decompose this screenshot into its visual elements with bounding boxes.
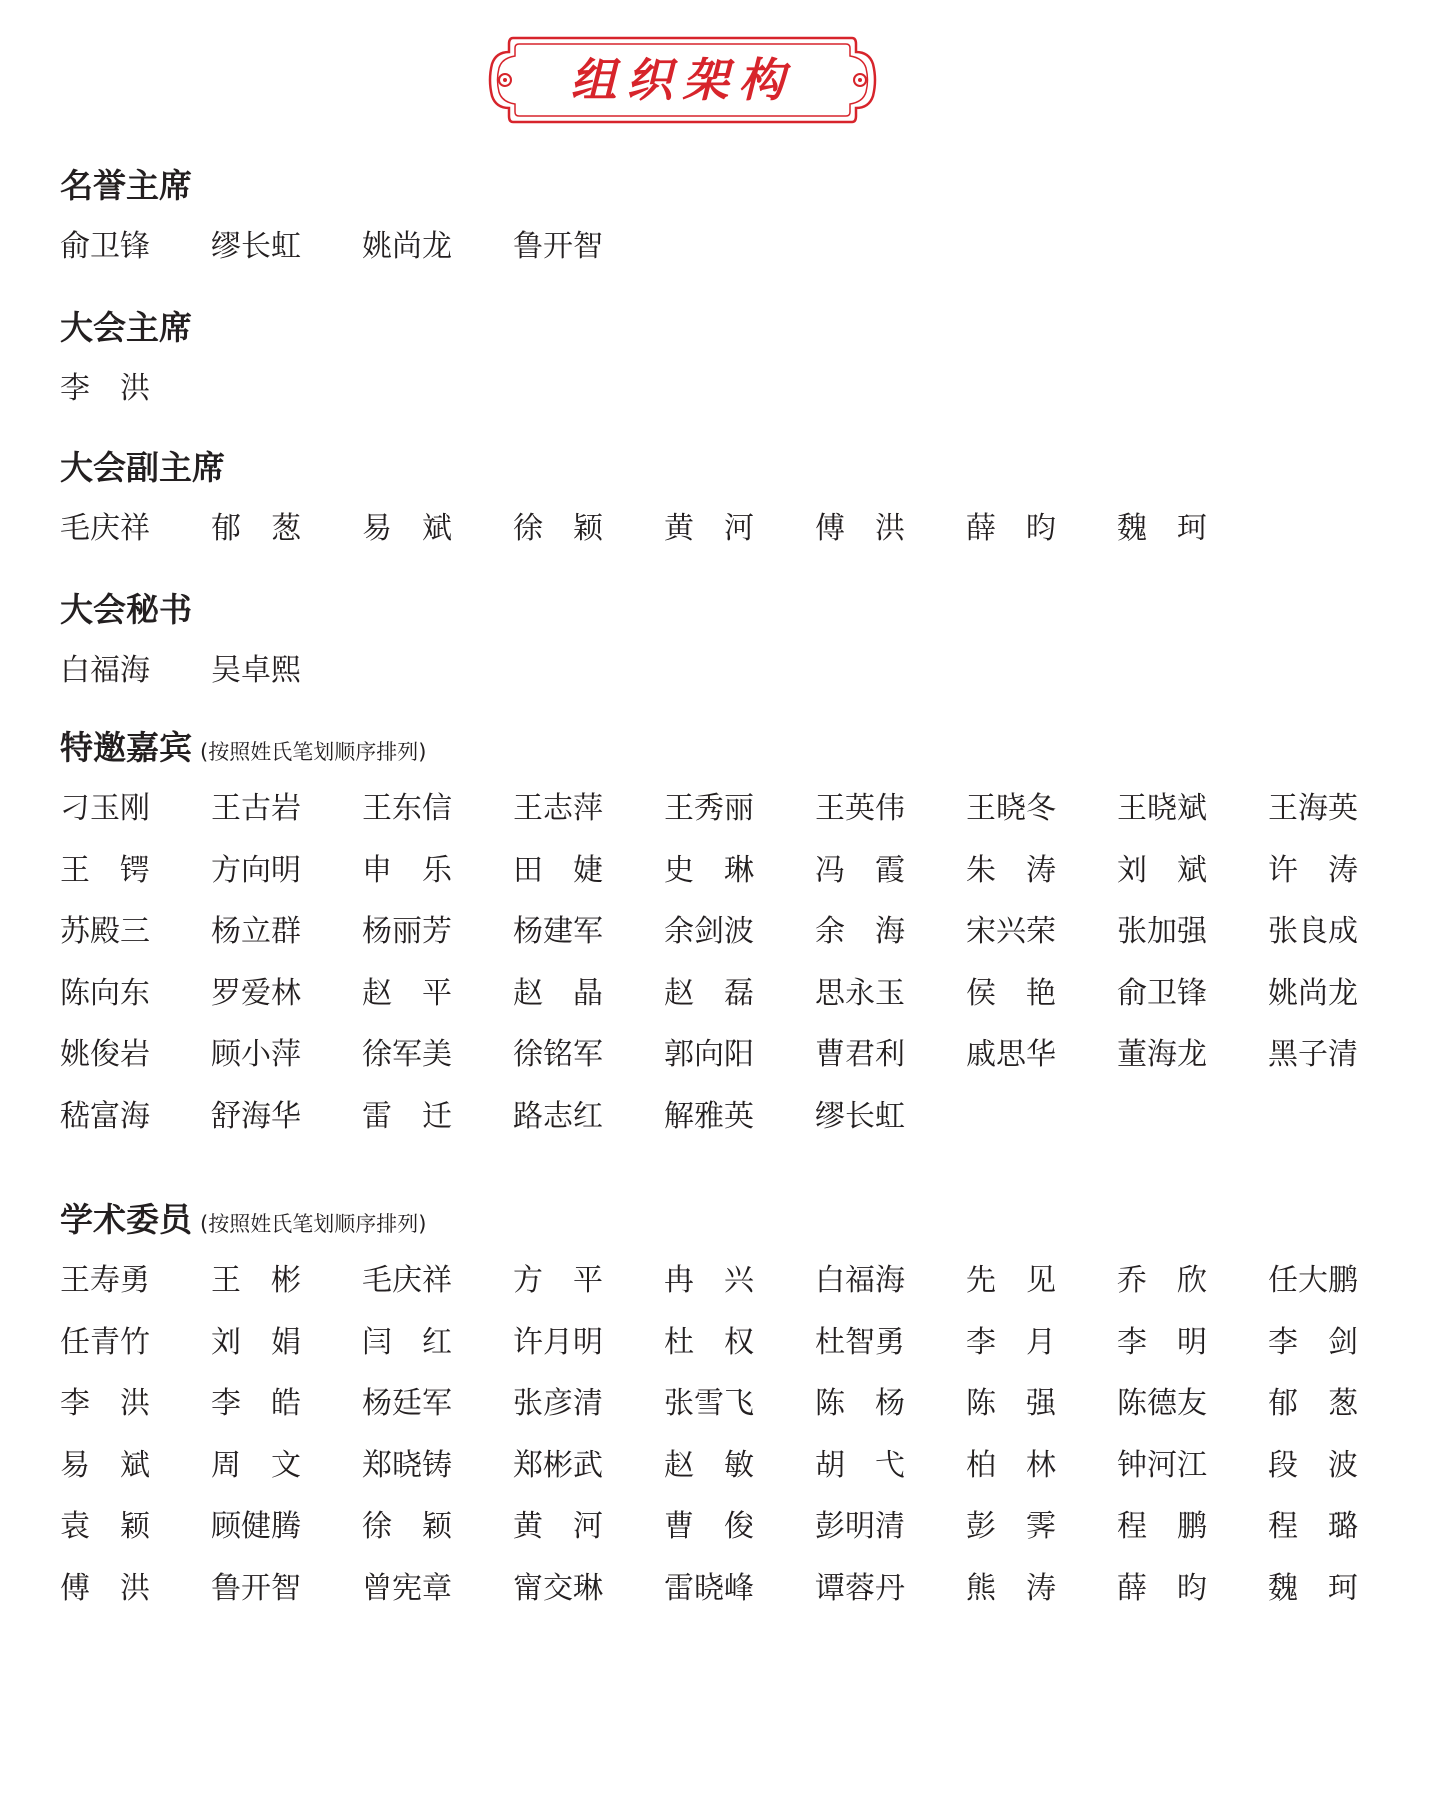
name-entry: 乔 欣: [1117, 1263, 1207, 1298]
name-entry: 刁玉刚: [60, 791, 150, 826]
title-banner: [485, 34, 880, 126]
name-entry: 杨立群: [211, 914, 301, 949]
name-entry: 路志红: [513, 1098, 603, 1134]
section-academic-committee: [60, 1200, 1380, 1629]
section-heading-text: 大会秘书: [60, 590, 192, 629]
name-entry: 思永玉: [815, 975, 905, 1011]
name-entry: 谭蓉丹: [815, 1570, 905, 1606]
section-heading: [60, 166, 1380, 206]
name-entry: 王古岩: [211, 791, 301, 826]
name-entry: 易 斌: [362, 511, 452, 546]
name-entry: 雷晓峰: [664, 1570, 754, 1606]
name-entry: 侯 艳: [966, 975, 1056, 1011]
name-entry: 徐铭军: [513, 1037, 603, 1072]
name-entry: 刘 斌: [1117, 852, 1207, 888]
section-secretaries: [60, 590, 1380, 712]
name-entry: 杨建军: [513, 914, 603, 949]
name-entry: 熊 涛: [966, 1570, 1056, 1606]
name-entry: 冯 霞: [815, 852, 905, 888]
name-entry: 陈德友: [1117, 1386, 1207, 1421]
name-entry: 曾宪章: [362, 1570, 452, 1606]
name-entry: 傅 洪: [60, 1570, 150, 1606]
section-heading-text: 大会主席: [60, 308, 192, 347]
name-entry: 顾小萍: [211, 1037, 301, 1072]
name-entry: 赵 晶: [513, 975, 603, 1011]
name-entry: 俞卫锋: [60, 229, 150, 264]
section-heading: [60, 448, 1380, 488]
name-entry: 王东信: [362, 791, 452, 826]
name-entry: 冉 兴: [664, 1263, 754, 1298]
name-entry: 周 文: [211, 1447, 301, 1483]
name-grid: [60, 650, 1380, 712]
name-entry: 徐军美: [362, 1037, 452, 1072]
name-entry: 田 婕: [513, 852, 603, 888]
name-entry: 杜 权: [664, 1324, 754, 1360]
name-entry: 鲁开智: [513, 229, 603, 264]
name-entry: 顾健腾: [211, 1509, 301, 1544]
name-entry: 薛 昀: [966, 511, 1056, 546]
name-entry: 陈 强: [966, 1386, 1056, 1421]
name-grid: [60, 1260, 1380, 1629]
name-entry: 任大鹏: [1268, 1263, 1358, 1298]
name-entry: 李 剑: [1268, 1324, 1358, 1360]
section-conference-chair: [60, 308, 1380, 430]
name-entry: 郁 葱: [1268, 1386, 1358, 1421]
name-entry: 陈 杨: [815, 1386, 905, 1421]
name-entry: 姚尚龙: [1268, 975, 1358, 1011]
name-entry: 李 洪: [60, 371, 150, 406]
name-entry: 王志萍: [513, 791, 603, 826]
name-entry: 方 平: [513, 1263, 603, 1298]
name-entry: 张彦清: [513, 1386, 603, 1421]
name-entry: 缪长虹: [211, 229, 301, 264]
name-entry: 程 璐: [1268, 1509, 1358, 1544]
name-entry: 钟河江: [1117, 1447, 1207, 1483]
section-note: (按照姓氏笔划顺序排列): [200, 740, 427, 764]
name-entry: 袁 颖: [60, 1509, 150, 1544]
name-entry: 薛 昀: [1117, 1570, 1207, 1606]
name-entry: 徐 颖: [513, 511, 603, 546]
name-entry: 毛庆祥: [362, 1263, 452, 1298]
section-heading: [60, 728, 1380, 768]
section-note: (按照姓氏笔划顺序排列): [200, 1212, 427, 1236]
name-entry: 黄 河: [513, 1509, 603, 1544]
section-heading-text: 名誉主席: [60, 166, 192, 205]
section-heading: [60, 1200, 1380, 1240]
section-vice-chairs: [60, 448, 1380, 570]
section-honorary-chairs: [60, 166, 1380, 288]
name-entry: 王晓冬: [966, 791, 1056, 826]
name-entry: 申 乐: [362, 852, 452, 888]
name-entry: 王 锷: [60, 852, 150, 888]
name-entry: 曹 俊: [664, 1509, 754, 1544]
name-entry: 魏 珂: [1268, 1570, 1358, 1606]
section-heading-text: 特邀嘉宾: [60, 728, 192, 767]
name-entry: 易 斌: [60, 1447, 150, 1483]
name-entry: 白福海: [815, 1263, 905, 1298]
name-entry: 刘 娟: [211, 1324, 301, 1360]
section-heading-text: 学术委员: [60, 1200, 192, 1239]
name-entry: 宋兴荣: [966, 914, 1056, 949]
name-entry: 张雪飞: [664, 1386, 754, 1421]
name-entry: 许 涛: [1268, 852, 1358, 888]
name-entry: 王晓斌: [1117, 791, 1207, 826]
name-entry: 李 洪: [60, 1386, 150, 1421]
section-heading: [60, 590, 1380, 630]
name-entry: 苏殿三: [60, 914, 150, 949]
name-entry: 朱 涛: [966, 852, 1056, 888]
name-grid: [60, 368, 1380, 430]
name-entry: 郑晓铸: [362, 1447, 452, 1483]
name-entry: 姚俊岩: [60, 1037, 150, 1072]
name-grid: [60, 508, 1380, 570]
name-entry: 李 月: [966, 1324, 1056, 1360]
name-entry: 黑子清: [1268, 1037, 1358, 1072]
name-entry: 柏 林: [966, 1447, 1056, 1483]
name-entry: 李 皓: [211, 1386, 301, 1421]
name-entry: 杜智勇: [815, 1324, 905, 1360]
name-entry: 张加强: [1117, 914, 1207, 949]
name-entry: 雷 迁: [362, 1098, 452, 1134]
name-entry: 王秀丽: [664, 791, 754, 826]
name-entry: 甯交琳: [513, 1570, 603, 1606]
name-entry: 魏 珂: [1117, 511, 1207, 546]
name-entry: 闫 红: [362, 1324, 452, 1360]
name-entry: 嵇富海: [60, 1098, 150, 1134]
name-entry: 彭明清: [815, 1509, 905, 1544]
name-entry: 鲁开智: [211, 1570, 301, 1606]
name-entry: 赵 平: [362, 975, 452, 1011]
name-entry: 赵 磊: [664, 975, 754, 1011]
name-entry: 杨廷军: [362, 1386, 452, 1421]
name-entry: 毛庆祥: [60, 511, 150, 546]
name-entry: 先 见: [966, 1263, 1056, 1298]
name-entry: 任青竹: [60, 1324, 150, 1360]
name-entry: 缪长虹: [815, 1098, 905, 1134]
name-entry: 张良成: [1268, 914, 1358, 949]
name-entry: 王海英: [1268, 791, 1358, 826]
name-grid: [60, 788, 1380, 1157]
name-entry: 曹君利: [815, 1037, 905, 1072]
name-entry: 方向明: [211, 852, 301, 888]
name-entry: 陈向东: [60, 975, 150, 1011]
name-entry: 白福海: [60, 653, 150, 688]
name-entry: 解雅英: [664, 1098, 754, 1134]
name-entry: 李 明: [1117, 1324, 1207, 1360]
name-entry: 彭 霁: [966, 1509, 1056, 1544]
name-entry: 郭向阳: [664, 1037, 754, 1072]
name-entry: 黄 河: [664, 511, 754, 546]
name-entry: 戚思华: [966, 1037, 1056, 1072]
name-entry: 王寿勇: [60, 1263, 150, 1298]
name-entry: 赵 敏: [664, 1447, 754, 1483]
name-entry: 罗爱林: [211, 975, 301, 1011]
name-entry: 余剑波: [664, 914, 754, 949]
page-title: 组织架构: [570, 53, 795, 107]
section-heading: [60, 308, 1380, 348]
name-entry: 许月明: [513, 1324, 603, 1360]
name-entry: 王英伟: [815, 791, 905, 826]
name-entry: 董海龙: [1117, 1037, 1207, 1072]
name-entry: 舒海华: [211, 1098, 301, 1134]
name-entry: 俞卫锋: [1117, 975, 1207, 1011]
name-grid: [60, 226, 1380, 288]
name-entry: 段 波: [1268, 1447, 1358, 1483]
name-entry: 程 鹏: [1117, 1509, 1207, 1544]
section-heading-text: 大会副主席: [60, 448, 225, 487]
name-entry: 郁 葱: [211, 511, 301, 546]
name-entry: 王 彬: [211, 1263, 301, 1298]
name-entry: 余 海: [815, 914, 905, 949]
section-special-guests: [60, 728, 1380, 1157]
name-entry: 姚尚龙: [362, 229, 452, 264]
name-entry: 胡 弋: [815, 1447, 905, 1483]
name-entry: 郑彬武: [513, 1447, 603, 1483]
name-entry: 傅 洪: [815, 511, 905, 546]
name-entry: 徐 颖: [362, 1509, 452, 1544]
name-entry: 史 琳: [664, 852, 754, 888]
name-entry: 杨丽芳: [362, 914, 452, 949]
name-entry: 吴卓熙: [211, 653, 301, 688]
